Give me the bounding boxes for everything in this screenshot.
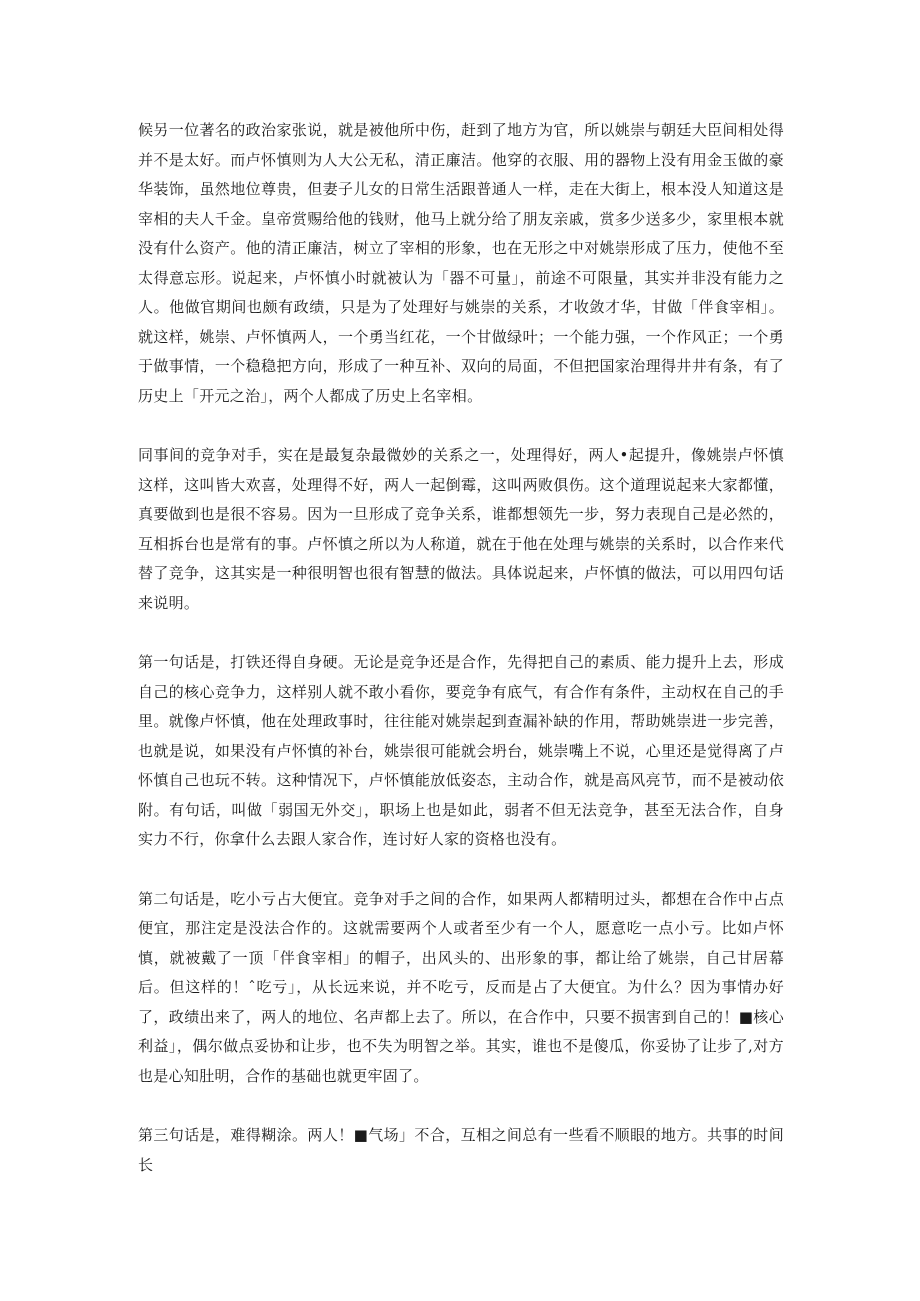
paragraph-5: 第三句话是，难得糊涂。两人！■气场」不合，互相之间总有一些看不顺眼的地方。共事的时间长 bbox=[138, 1126, 784, 1174]
paragraph-2: 同事间的竞争对手，实在是最复杂最微妙的关系之一，处理得好，两人•起提升，像姚崇卢怀慎这样，这叫皆大欢喜，处理得不好，两人一起倒霉，这叫两败俱伤。这个道理说起来大家都懂，真要做到也是很不容易。因为一旦形成了竞争关系，谁都想领先一步，努力表现自己是必然的，互相拆台也是常有的事。卢怀慎之所以为人称道，就在于他在处理与姚崇的关系时，以合作来代替了竞争，这其实是一种很明智也很有智慧的做法。具体说起来，卢怀慎的做法，可以用四句话来说明。 bbox=[138, 446, 784, 612]
document-body bbox=[138, 116, 784, 1180]
paragraph-3: 第一句话是，打铁还得自身硬。无论是竞争还是合作，先得把自己的素质、能力提升上去，形成自己的核心竞争力，这样别人就不敢小看你，要竞争有底气，有合作有条件，主动权在自己的手里。就像卢怀慎，他在处理政事时，往往能对姚崇起到查漏补缺的作用，帮助姚崇进一步完善，也就是说，如果没有卢怀慎的补台，姚崇很可能就会坍台，姚崇嘴上不说，心里还是觉得离了卢怀慎自己也玩不转。这种情况下，卢怀慎能放低姿态，主动合作，就是高风亮节，而不是被动依附。有句话，叫做「弱国无外交」，职场上也是如此，弱者不但无法竞争，甚至无法合作，自身实力不行，你拿什么去跟人家合作，连讨好人家的资格也没有。 bbox=[138, 653, 784, 848]
paragraph-1: 候另一位著名的政治家张说，就是被他所中伤，赶到了地方为官，所以姚崇与朝廷大臣间相处得并不是太好。而卢怀慎则为人大公无私，清正廉洁。他穿的衣服、用的器物上没有用金玉做的豪华装饰，虽然地位尊贵，但妻子儿女的日常生活跟普通人一样，走在大街上，根本没人知道这是宰相的夫人千金。皇帝赏赐给他的钱财，他马上就分给了朋友亲戚，赏多少送多少，家里根本就没有什么资产。他的清正廉洁，树立了宰相的形象，也在无形之中对姚崇形成了压力，使他不至太得意忘形。说起来，卢怀慎小时就被认为「器不可量」，前途不可限量，其实并非没有能力之人。他做官期间也颇有政绩，只是为了处理好与姚崇的关系，才收敛才华，甘做「伴食宰相」。就这样，姚崇、卢怀慎两人，一个勇当红花，一个甘做绿叶；一个能力强，一个作风正；一个勇于做事情，一个稳稳把方向，形成了一种互补、双向的局面，不但把国家治理得井井有条，有了历史上「开元之治」，两个人都成了历史上名宰相。 bbox=[138, 121, 784, 405]
paragraph-4: 第二句话是，吃小亏占大便宜。竞争对手之间的合作，如果两人都精明过头，都想在合作中占点便宜，那注定是没法合作的。这就需要两个人或者至少有一个人，愿意吃一点小亏。比如卢怀慎，就被戴了一顶「伴食宰相」的帽子，出风头的、出形象的事，都让给了姚崇，自己甘居幕后。但这样的！ˆ吃亏」，从长远来说，并不吃亏，反而是占了大便宜。为什么？因为事情办好了，政绩出来了，两人的地位、名声都上去了。所以，在合作中，只要不损害到自己的！■核心利益」，偶尔做点妥协和让步，也不失为明智之举。其实，谁也不是傻瓜，你妥协了让步了,对方也是心知肚明，合作的基础也就更牢固了。 bbox=[138, 889, 784, 1085]
